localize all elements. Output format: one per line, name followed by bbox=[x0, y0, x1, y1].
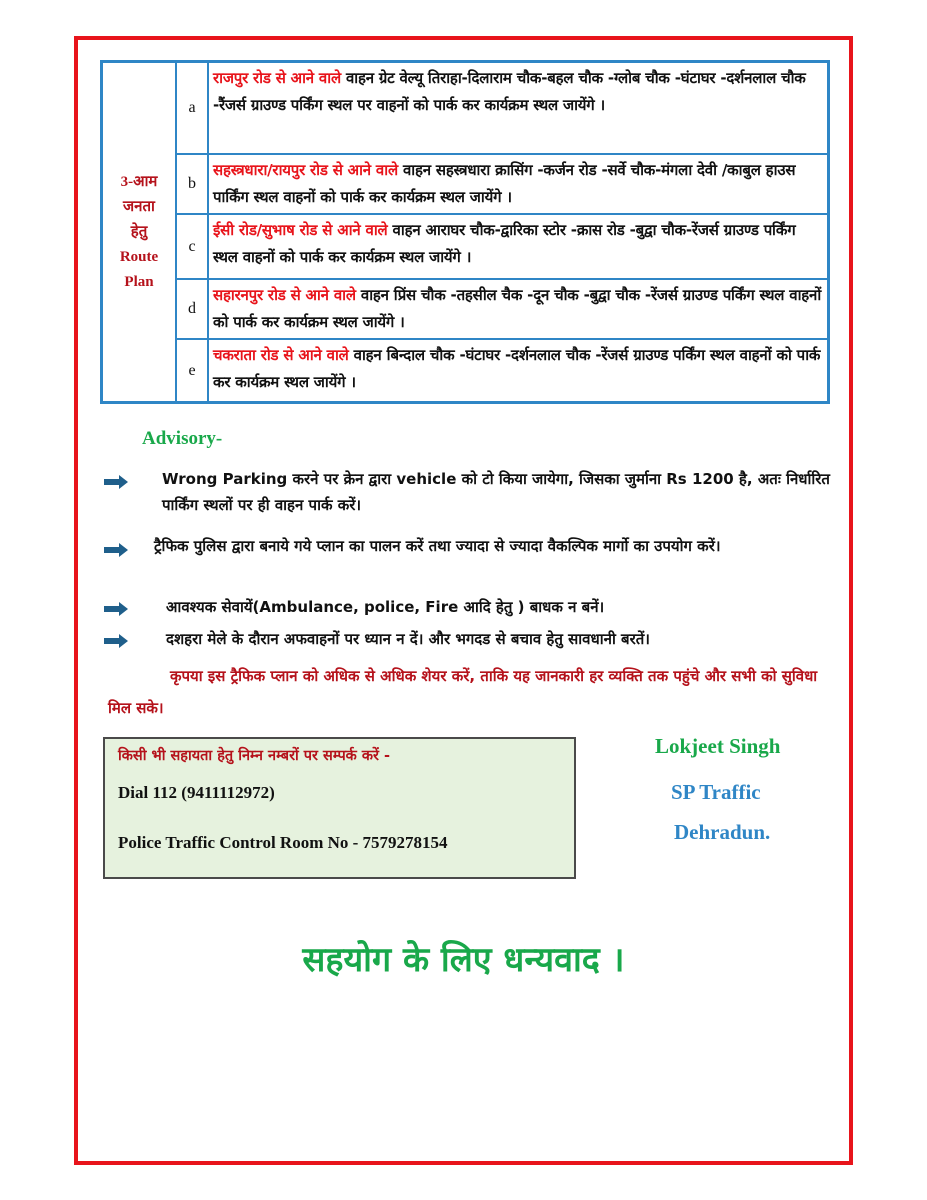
route-letter: c bbox=[177, 215, 209, 278]
route-row-b bbox=[177, 155, 827, 215]
advisory-text: ट्रैफिक पुलिस द्वारा बनाये गये प्लान का पालन करें तथा ज्यादा से ज्यादा वैकल्पिक मार्गो का उपयोग करें। bbox=[154, 537, 721, 555]
route-plan-label-line: 3-आम bbox=[120, 173, 158, 190]
route-text bbox=[209, 340, 827, 401]
advisory-title: Advisory- bbox=[142, 428, 223, 449]
signatory-role: SP Traffic bbox=[671, 780, 761, 804]
helpline-title: किसी भी सहायता हेतु निम्न नम्बरों पर सम्पर्क करें - bbox=[118, 748, 390, 764]
arrow-right-icon bbox=[104, 602, 128, 616]
advisory-item bbox=[104, 626, 856, 652]
advisory-text: Wrong Parking करने पर क्रेन द्वारा vehicle को टो किया जायेगा, जिसका जुर्माना Rs 1200 है, अतः निर्धारित पार्किंग स्थलों पर ही वाहन पार्क करें। bbox=[162, 470, 830, 514]
route-letter: a bbox=[177, 63, 209, 153]
route-origin: चकराता रोड से आने वाले bbox=[213, 346, 349, 364]
route-plan-label-line: जनता bbox=[123, 198, 155, 215]
route-plan-label bbox=[103, 63, 177, 401]
advisory-item bbox=[104, 466, 842, 518]
advisory-item bbox=[104, 594, 856, 620]
route-letter: d bbox=[177, 280, 209, 338]
route-letter: e bbox=[177, 340, 209, 401]
route-row-e bbox=[177, 340, 827, 401]
route-origin: सहारनपुर रोड से आने वाले bbox=[213, 286, 356, 304]
route-row-c bbox=[177, 215, 827, 280]
route-origin: ईसी रोड/सुभाष रोड से आने वाले bbox=[213, 221, 388, 239]
share-note: कृपया इस ट्रैफिक प्लान को अधिक से अधिक शेयर करें, ताकि यह जानकारी हर व्यक्ति तक पहुंचे और सभी को सुविधा मिल सके। bbox=[108, 667, 818, 717]
advisory-text: दशहरा मेले के दौरान अफवाहनों पर ध्यान न दें। और भगदड से बचाव हेतु सावधानी बरतें। bbox=[166, 630, 650, 648]
signatory-name: Lokjeet Singh bbox=[655, 734, 781, 758]
route-text bbox=[209, 155, 827, 213]
route-plan-label-line: हेतु bbox=[130, 223, 148, 240]
route-text bbox=[209, 215, 827, 278]
route-origin: सहस्त्रधारा/रायपुर रोड से आने वाले bbox=[213, 161, 398, 179]
route-origin: राजपुर रोड से आने वाले bbox=[213, 69, 341, 87]
helpline-control-room: Police Traffic Control Room No - 7579278154 bbox=[118, 833, 448, 852]
route-plan-label-line: Plan bbox=[124, 273, 154, 290]
arrow-right-icon bbox=[104, 543, 128, 557]
route-description: वाहन सहस्त्रधारा क्रासिंग -कर्जन रोड -सर्वे चौक-मंगला देवी /काबुल हाउस पार्किंग स्थल वाहनों को पार्क कर कार्यक्रम स्थल जायेंगे । bbox=[213, 161, 796, 206]
route-plan-table bbox=[100, 60, 830, 404]
helpline-dial: Dial 112 (9411112972) bbox=[118, 783, 275, 802]
route-description: वाहन आराघर चौक-द्वारिका स्टोर -क्रास रोड -बुद्वा चौक-रेंजर्स ग्राउण्ड पर्किंग स्थल वाहनों को पार्क कर कार्यक्रम स्थल जायेंगे । bbox=[213, 221, 796, 266]
route-row-a bbox=[177, 63, 827, 155]
signatory-city: Dehradun. bbox=[674, 820, 771, 844]
route-description: वाहन बिन्दाल चौक -घंटाघर -दर्शनलाल चौक -रेंजर्स ग्राउण्ड पर्किंग स्थल वाहनों को पार्क कर कार्यक्रम स्थल जायेंगे । bbox=[213, 346, 821, 391]
route-description: वाहन प्रिंस चौक -तहसील चैक -दून चौक -बुद्वा चौक -रेंजर्स ग्राउण्ड पर्किंग स्थल वाहनों को पार्क कर कार्यक्रम स्थल जायेंगे । bbox=[213, 286, 822, 331]
route-letter: b bbox=[177, 155, 209, 213]
route-text bbox=[209, 63, 827, 153]
route-plan-label-line: Route bbox=[119, 248, 159, 265]
thank-you-note: सहयोग के लिए धन्यवाद । bbox=[302, 940, 625, 980]
advisory-text: आवश्यक सेवायें(Ambulance, police, Fire आदि हेतु ) बाधक न बनें। bbox=[166, 598, 605, 616]
arrow-right-icon bbox=[104, 634, 128, 648]
route-row-d bbox=[177, 280, 827, 340]
helpline-box bbox=[103, 737, 576, 879]
arrow-right-icon bbox=[104, 475, 128, 489]
advisory-item bbox=[104, 533, 844, 559]
route-description: वाहन ग्रेट वेल्यू तिराहा-दिलाराम चौक-बहल चौक -ग्लोब चौक -घंटाघर -दर्शनलाल चौक -रैंजर्स ग्राउण्ड पर्किंग स्थल पर वाहनों को पार्क कर कार्यक्रम स्थल जायेंगे । bbox=[213, 69, 806, 114]
route-text bbox=[209, 280, 827, 338]
